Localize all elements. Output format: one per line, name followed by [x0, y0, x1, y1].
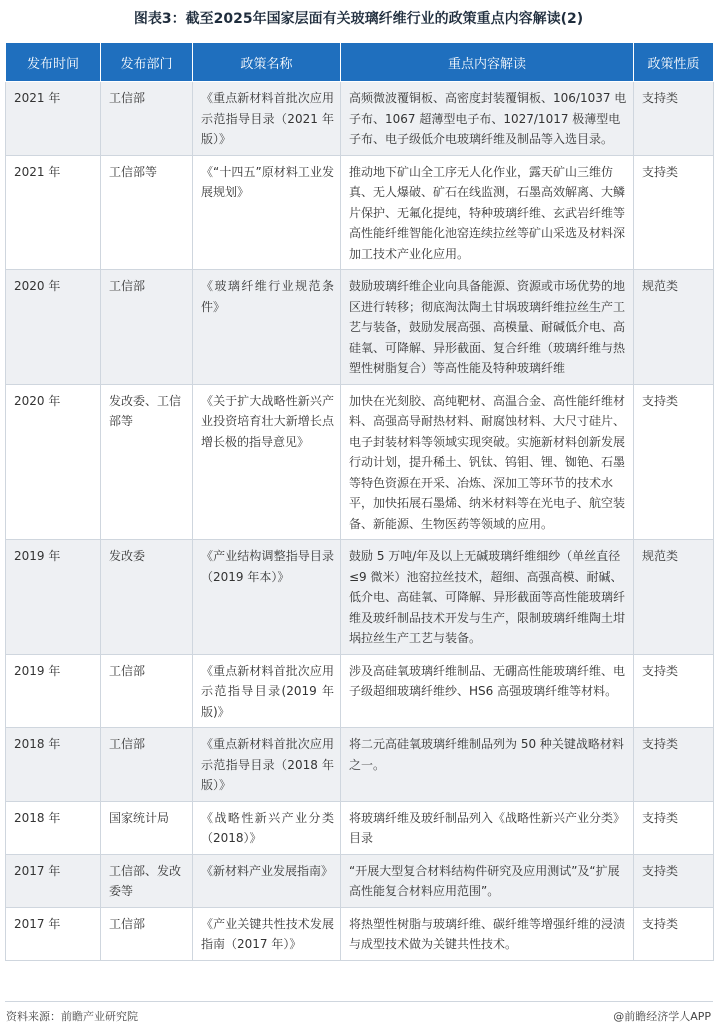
cell-content: 推动地下矿山全工序无人化作业，露天矿山三维仿真、无人爆破、矿石在线监测，石墨高效解离、大鳞片保护、无氟化提纯，特种玻璃纤维、玄武岩纤维等高性能纤维智能化池窑连续拉丝等矿山采选及材料深加工技术产业化应用。: [341, 155, 634, 270]
cell-policy-name: 《“十四五”原材料工业发展规划》: [193, 155, 341, 270]
header-policy-type: 政策性质: [634, 43, 714, 82]
header-key-content: 重点内容解读: [341, 43, 634, 82]
cell-type: 支持类: [634, 82, 714, 156]
table-row: [6, 155, 714, 270]
cell-year: 2019 年: [6, 654, 101, 728]
cell-content: 加快在光刻胶、高纯靶材、高温合金、高性能纤维材料、高强高导耐热材料、耐腐蚀材料、大尺寸硅片、电子封装材料等领域实现突破。实施新材料创新发展行动计划，提升稀土、钒钛、钨钼、锂、铷铯、石墨等特色资源在开采、冶炼、深加工等环节的技术水平，加快拓展石墨烯、纳米材料等在光电子、航空装备、新能源、生物医药等领域的应用。: [341, 384, 634, 540]
cell-policy-name: 《产业结构调整指导目录（2019 年本）》: [193, 540, 341, 655]
cell-department: 国家统计局: [101, 801, 193, 854]
cell-year: 2017 年: [6, 907, 101, 960]
cell-year: 2021 年: [6, 155, 101, 270]
cell-policy-name: 《重点新材料首批次应用示范指导目录(2019 年版)》: [193, 654, 341, 728]
cell-content: 将热塑性树脂与玻璃纤维、碳纤维等增强纤维的浸渍与成型技术做为关键共性技术。: [341, 907, 634, 960]
table-row: [6, 270, 714, 385]
header-policy-name: 政策名称: [193, 43, 341, 82]
table-row: [6, 854, 714, 907]
cell-year: 2018 年: [6, 728, 101, 802]
cell-department: 工信部等: [101, 155, 193, 270]
policy-table: [5, 42, 714, 961]
cell-type: 支持类: [634, 384, 714, 540]
cell-year: 2021 年: [6, 82, 101, 156]
cell-policy-name: 《关于扩大战略性新兴产业投资培育壮大新增长点增长极的指导意见》: [193, 384, 341, 540]
cell-department: 工信部、发改委等: [101, 854, 193, 907]
cell-type: 支持类: [634, 854, 714, 907]
cell-type: 支持类: [634, 155, 714, 270]
table-row: [6, 907, 714, 960]
cell-type: 支持类: [634, 907, 714, 960]
policy-table-container: [5, 42, 713, 961]
cell-year: 2017 年: [6, 854, 101, 907]
cell-department: 工信部: [101, 654, 193, 728]
cell-year: 2020 年: [6, 270, 101, 385]
table-row: [6, 82, 714, 156]
cell-policy-name: 《玻璃纤维行业规范条件》: [193, 270, 341, 385]
cell-policy-name: 《重点新材料首批次应用示范指导目录（2018 年版）》: [193, 728, 341, 802]
cell-policy-name: 《战略性新兴产业分类（2018）》: [193, 801, 341, 854]
footer-divider: [5, 1001, 713, 1002]
header-department: 发布部门: [101, 43, 193, 82]
cell-content: 涉及高硅氧玻璃纤维制品、无硼高性能玻璃纤维、电子级超细玻璃纤维纱、HS6 高强玻璃纤维等材料。: [341, 654, 634, 728]
cell-department: 工信部: [101, 907, 193, 960]
cell-content: 将玻璃纤维及玻纤制品列入《战略性新兴产业分类》目录: [341, 801, 634, 854]
cell-type: 支持类: [634, 654, 714, 728]
cell-content: 将二元高硅氧玻璃纤维制品列为 50 种关键战略材料之一。: [341, 728, 634, 802]
source-note: 资料来源：前瞻产业研究院: [6, 1010, 138, 1023]
cell-policy-name: 《重点新材料首批次应用示范指导目录（2021 年版）》: [193, 82, 341, 156]
cell-content: “开展大型复合材料结构件研究及应用测试”及“扩展高性能复合材料应用范围”。: [341, 854, 634, 907]
cell-content: 鼓励玻璃纤维企业向具备能源、资源或市场优势的地区进行转移；彻底淘汰陶土甘埚玻璃纤维拉丝生产工艺与装备，鼓励发展高强、高模量、耐碱低介电、高硅氧、可降解、异形截面、复合纤维（玻璃纤维与热塑性树脂复合）等高性能及特种玻璃纤维: [341, 270, 634, 385]
cell-department: 工信部: [101, 270, 193, 385]
table-row: [6, 801, 714, 854]
cell-year: 2019 年: [6, 540, 101, 655]
table-row: [6, 540, 714, 655]
table-row: [6, 384, 714, 540]
cell-year: 2020 年: [6, 384, 101, 540]
cell-department: 发改委、工信部等: [101, 384, 193, 540]
cell-year: 2018 年: [6, 801, 101, 854]
cell-type: 规范类: [634, 270, 714, 385]
cell-type: 支持类: [634, 728, 714, 802]
cell-department: 工信部: [101, 728, 193, 802]
cell-department: 工信部: [101, 82, 193, 156]
header-release-time: 发布时间: [6, 43, 101, 82]
cell-department: 发改委: [101, 540, 193, 655]
cell-type: 支持类: [634, 801, 714, 854]
brand-credit: @前瞻经济学人APP: [613, 1010, 711, 1023]
table-row: [6, 728, 714, 802]
page-title: 图表3：截至2025年国家层面有关玻璃纤维行业的政策重点内容解读(2): [133, 11, 584, 27]
cell-policy-name: 《产业关键共性技术发展指南（2017 年）》: [193, 907, 341, 960]
cell-policy-name: 《新材料产业发展指南》: [193, 854, 341, 907]
table-row: [6, 654, 714, 728]
cell-content: 鼓励 5 万吨/年及以上无碱玻璃纤维细纱（单丝直径≤9 微米）池窑拉丝技术，超细、高强高模、耐碱、低介电、高硅氧、可降解、异形截面等高性能玻璃纤维及玻纤制品技术开发与生产，限制玻璃纤维陶土坩埚拉丝生产工艺与装备。: [341, 540, 634, 655]
cell-content: 高频微波覆铜板、高密度封装覆铜板、106/1037 电子布、1067 超薄型电子布、1027/1017 极薄型电子布、电子级低介电玻璃纤维及制品等入选目录。: [341, 82, 634, 156]
cell-type: 规范类: [634, 540, 714, 655]
table-header-row: [6, 43, 714, 82]
